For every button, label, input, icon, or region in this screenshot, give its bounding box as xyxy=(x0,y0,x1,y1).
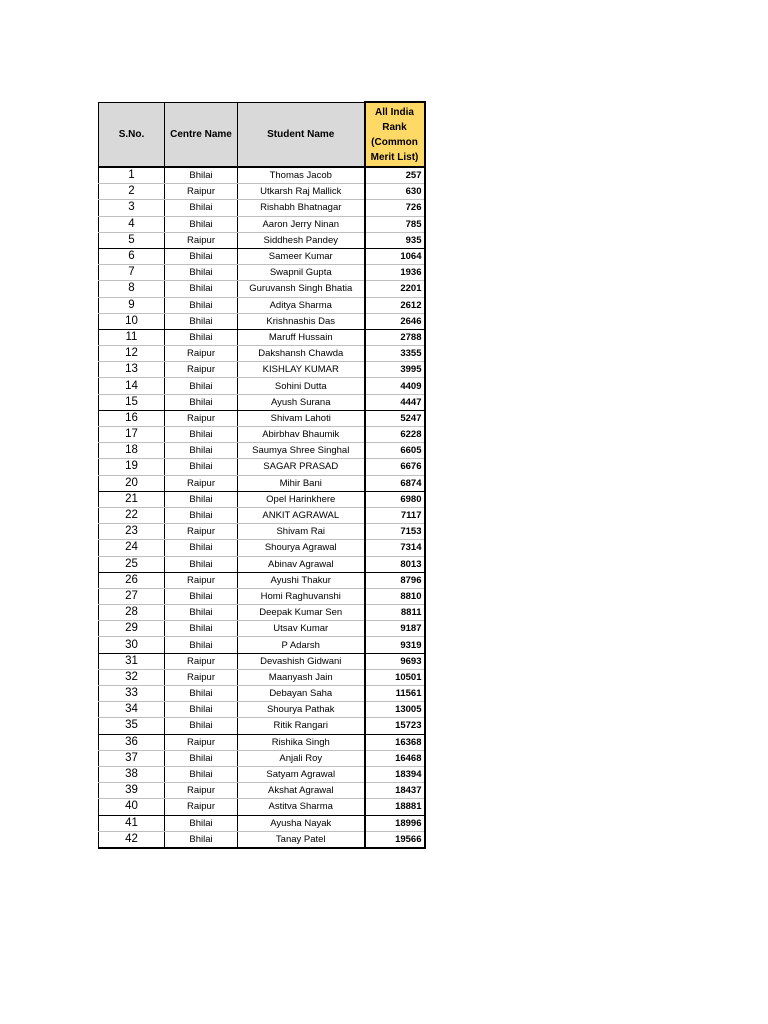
cell-sno: 14 xyxy=(99,378,165,394)
cell-student-name: Homi Raghuvanshi xyxy=(238,588,365,604)
cell-sno: 19 xyxy=(99,459,165,475)
header-row xyxy=(99,102,425,167)
cell-centre-name: Bhilai xyxy=(165,265,238,281)
cell-student-name: Deepak Kumar Sen xyxy=(238,605,365,621)
cell-all-india-rank: 6228 xyxy=(365,427,425,443)
cell-sno: 35 xyxy=(99,718,165,734)
cell-all-india-rank: 6676 xyxy=(365,459,425,475)
cell-all-india-rank: 7117 xyxy=(365,507,425,523)
cell-centre-name: Raipur xyxy=(165,799,238,815)
cell-centre-name: Raipur xyxy=(165,410,238,426)
cell-all-india-rank: 2646 xyxy=(365,313,425,329)
cell-sno: 15 xyxy=(99,394,165,410)
cell-student-name: Tanay Patel xyxy=(238,831,365,848)
cell-centre-name: Bhilai xyxy=(165,686,238,702)
cell-student-name: Debayan Saha xyxy=(238,686,365,702)
cell-all-india-rank: 6874 xyxy=(365,475,425,491)
cell-sno: 36 xyxy=(99,734,165,750)
cell-centre-name: Bhilai xyxy=(165,394,238,410)
cell-centre-name: Bhilai xyxy=(165,491,238,507)
cell-student-name: Siddhesh Pandey xyxy=(238,232,365,248)
cell-all-india-rank: 11561 xyxy=(365,686,425,702)
table-row xyxy=(99,507,425,523)
cell-all-india-rank: 2201 xyxy=(365,281,425,297)
cell-student-name: Maruff Hussain xyxy=(238,329,365,345)
cell-centre-name: Bhilai xyxy=(165,216,238,232)
cell-all-india-rank: 9693 xyxy=(365,653,425,669)
cell-all-india-rank: 785 xyxy=(365,216,425,232)
cell-sno: 29 xyxy=(99,621,165,637)
cell-all-india-rank: 8796 xyxy=(365,572,425,588)
table-row xyxy=(99,184,425,200)
cell-student-name: P Adarsh xyxy=(238,637,365,653)
cell-all-india-rank: 2612 xyxy=(365,297,425,313)
table-row xyxy=(99,621,425,637)
table-row xyxy=(99,459,425,475)
cell-sno: 18 xyxy=(99,443,165,459)
cell-sno: 32 xyxy=(99,669,165,685)
cell-sno: 20 xyxy=(99,475,165,491)
cell-student-name: Maanyash Jain xyxy=(238,669,365,685)
cell-all-india-rank: 10501 xyxy=(365,669,425,685)
header-sno: S.No. xyxy=(99,102,165,167)
cell-all-india-rank: 18996 xyxy=(365,815,425,831)
table-row xyxy=(99,346,425,362)
cell-sno: 40 xyxy=(99,799,165,815)
cell-student-name: SAGAR PRASAD xyxy=(238,459,365,475)
table-row xyxy=(99,783,425,799)
table-row xyxy=(99,572,425,588)
table-row xyxy=(99,491,425,507)
cell-student-name: Ayush Surana xyxy=(238,394,365,410)
cell-sno: 5 xyxy=(99,232,165,248)
cell-all-india-rank: 1936 xyxy=(365,265,425,281)
cell-centre-name: Raipur xyxy=(165,346,238,362)
cell-sno: 38 xyxy=(99,766,165,782)
cell-sno: 30 xyxy=(99,637,165,653)
cell-student-name: Abirbhav Bhaumik xyxy=(238,427,365,443)
cell-sno: 10 xyxy=(99,313,165,329)
table-row xyxy=(99,653,425,669)
cell-sno: 9 xyxy=(99,297,165,313)
table-row xyxy=(99,313,425,329)
cell-all-india-rank: 13005 xyxy=(365,702,425,718)
cell-student-name: Rishika Singh xyxy=(238,734,365,750)
cell-centre-name: Bhilai xyxy=(165,605,238,621)
table-row xyxy=(99,815,425,831)
table-row xyxy=(99,734,425,750)
cell-centre-name: Bhilai xyxy=(165,200,238,216)
cell-centre-name: Raipur xyxy=(165,232,238,248)
cell-sno: 39 xyxy=(99,783,165,799)
cell-all-india-rank: 257 xyxy=(365,167,425,184)
cell-student-name: Utkarsh Raj Mallick xyxy=(238,184,365,200)
cell-student-name: Guruvansh Singh Bhatia xyxy=(238,281,365,297)
table-row xyxy=(99,637,425,653)
table-row xyxy=(99,524,425,540)
cell-centre-name: Raipur xyxy=(165,669,238,685)
cell-all-india-rank: 7314 xyxy=(365,540,425,556)
cell-centre-name: Bhilai xyxy=(165,702,238,718)
cell-sno: 17 xyxy=(99,427,165,443)
cell-centre-name: Raipur xyxy=(165,524,238,540)
cell-student-name: Devashish Gidwani xyxy=(238,653,365,669)
cell-student-name: Akshat Agrawal xyxy=(238,783,365,799)
table-row xyxy=(99,216,425,232)
table-row xyxy=(99,410,425,426)
table-row xyxy=(99,200,425,216)
table-row xyxy=(99,669,425,685)
cell-centre-name: Bhilai xyxy=(165,540,238,556)
table-row xyxy=(99,766,425,782)
cell-sno: 42 xyxy=(99,831,165,848)
cell-all-india-rank: 9187 xyxy=(365,621,425,637)
table-row xyxy=(99,394,425,410)
cell-centre-name: Raipur xyxy=(165,475,238,491)
cell-centre-name: Raipur xyxy=(165,783,238,799)
header-student-name: Student Name xyxy=(238,102,365,167)
cell-sno: 6 xyxy=(99,248,165,264)
table-row xyxy=(99,265,425,281)
cell-sno: 1 xyxy=(99,167,165,184)
cell-all-india-rank: 3355 xyxy=(365,346,425,362)
cell-sno: 4 xyxy=(99,216,165,232)
cell-student-name: Anjali Roy xyxy=(238,750,365,766)
cell-student-name: Dakshansh Chawda xyxy=(238,346,365,362)
cell-all-india-rank: 3995 xyxy=(365,362,425,378)
cell-centre-name: Bhilai xyxy=(165,556,238,572)
cell-all-india-rank: 6980 xyxy=(365,491,425,507)
table-body xyxy=(99,167,425,848)
cell-sno: 3 xyxy=(99,200,165,216)
cell-student-name: Ritik Rangari xyxy=(238,718,365,734)
cell-all-india-rank: 630 xyxy=(365,184,425,200)
cell-student-name: Shivam Lahoti xyxy=(238,410,365,426)
table-row xyxy=(99,248,425,264)
table-row xyxy=(99,427,425,443)
cell-student-name: Astitva Sharma xyxy=(238,799,365,815)
cell-centre-name: Bhilai xyxy=(165,281,238,297)
cell-centre-name: Bhilai xyxy=(165,588,238,604)
table-row xyxy=(99,588,425,604)
cell-centre-name: Bhilai xyxy=(165,637,238,653)
cell-student-name: Mihir Bani xyxy=(238,475,365,491)
cell-sno: 26 xyxy=(99,572,165,588)
table-row xyxy=(99,362,425,378)
header-all-india-rank: All India Rank (Common Merit List) xyxy=(365,102,425,167)
cell-sno: 34 xyxy=(99,702,165,718)
cell-student-name: Ayushi Thakur xyxy=(238,572,365,588)
table-row xyxy=(99,281,425,297)
cell-centre-name: Bhilai xyxy=(165,459,238,475)
cell-student-name: Satyam Agrawal xyxy=(238,766,365,782)
cell-student-name: Thomas Jacob xyxy=(238,167,365,184)
cell-all-india-rank: 726 xyxy=(365,200,425,216)
table-row xyxy=(99,702,425,718)
cell-all-india-rank: 935 xyxy=(365,232,425,248)
cell-all-india-rank: 16468 xyxy=(365,750,425,766)
cell-student-name: Shivam Rai xyxy=(238,524,365,540)
table-row xyxy=(99,799,425,815)
cell-centre-name: Bhilai xyxy=(165,750,238,766)
cell-all-india-rank: 5247 xyxy=(365,410,425,426)
cell-centre-name: Bhilai xyxy=(165,815,238,831)
cell-sno: 23 xyxy=(99,524,165,540)
cell-all-india-rank: 18394 xyxy=(365,766,425,782)
table-row xyxy=(99,443,425,459)
cell-centre-name: Bhilai xyxy=(165,378,238,394)
table-row xyxy=(99,556,425,572)
cell-student-name: Opel Harinkhere xyxy=(238,491,365,507)
cell-centre-name: Bhilai xyxy=(165,167,238,184)
cell-centre-name: Raipur xyxy=(165,184,238,200)
cell-student-name: Swapnil Gupta xyxy=(238,265,365,281)
cell-all-india-rank: 19566 xyxy=(365,831,425,848)
cell-all-india-rank: 18437 xyxy=(365,783,425,799)
header-centre-name: Centre Name xyxy=(165,102,238,167)
cell-centre-name: Bhilai xyxy=(165,507,238,523)
cell-centre-name: Bhilai xyxy=(165,329,238,345)
cell-student-name: Abinav Agrawal xyxy=(238,556,365,572)
cell-all-india-rank: 18881 xyxy=(365,799,425,815)
cell-centre-name: Raipur xyxy=(165,362,238,378)
cell-centre-name: Bhilai xyxy=(165,248,238,264)
table-row xyxy=(99,540,425,556)
cell-sno: 21 xyxy=(99,491,165,507)
cell-student-name: Shourya Agrawal xyxy=(238,540,365,556)
cell-student-name: Krishnashis Das xyxy=(238,313,365,329)
cell-student-name: Ayusha Nayak xyxy=(238,815,365,831)
table-row xyxy=(99,167,425,184)
cell-student-name: Rishabh Bhatnagar xyxy=(238,200,365,216)
cell-centre-name: Raipur xyxy=(165,572,238,588)
cell-all-india-rank: 7153 xyxy=(365,524,425,540)
table-row xyxy=(99,750,425,766)
cell-sno: 31 xyxy=(99,653,165,669)
cell-all-india-rank: 1064 xyxy=(365,248,425,264)
cell-sno: 22 xyxy=(99,507,165,523)
cell-centre-name: Bhilai xyxy=(165,443,238,459)
cell-student-name: KISHLAY KUMAR xyxy=(238,362,365,378)
cell-all-india-rank: 6605 xyxy=(365,443,425,459)
cell-sno: 16 xyxy=(99,410,165,426)
cell-all-india-rank: 9319 xyxy=(365,637,425,653)
cell-student-name: Utsav Kumar xyxy=(238,621,365,637)
table-row xyxy=(99,297,425,313)
cell-all-india-rank: 8811 xyxy=(365,605,425,621)
cell-all-india-rank: 4409 xyxy=(365,378,425,394)
cell-sno: 28 xyxy=(99,605,165,621)
cell-sno: 7 xyxy=(99,265,165,281)
table-row xyxy=(99,475,425,491)
table-row xyxy=(99,605,425,621)
table-row xyxy=(99,232,425,248)
cell-centre-name: Raipur xyxy=(165,734,238,750)
cell-student-name: Aaron Jerry Ninan xyxy=(238,216,365,232)
cell-sno: 27 xyxy=(99,588,165,604)
cell-centre-name: Bhilai xyxy=(165,427,238,443)
table-row xyxy=(99,686,425,702)
cell-all-india-rank: 8013 xyxy=(365,556,425,572)
cell-sno: 11 xyxy=(99,329,165,345)
table-row xyxy=(99,831,425,848)
cell-sno: 2 xyxy=(99,184,165,200)
cell-sno: 8 xyxy=(99,281,165,297)
cell-sno: 13 xyxy=(99,362,165,378)
results-table xyxy=(98,101,426,849)
cell-centre-name: Bhilai xyxy=(165,766,238,782)
cell-all-india-rank: 15723 xyxy=(365,718,425,734)
cell-sno: 33 xyxy=(99,686,165,702)
cell-student-name: Sameer Kumar xyxy=(238,248,365,264)
table-header xyxy=(99,102,425,167)
cell-sno: 24 xyxy=(99,540,165,556)
cell-all-india-rank: 8810 xyxy=(365,588,425,604)
cell-student-name: Aditya Sharma xyxy=(238,297,365,313)
table-row xyxy=(99,378,425,394)
cell-sno: 12 xyxy=(99,346,165,362)
cell-student-name: Shourya Pathak xyxy=(238,702,365,718)
table-row xyxy=(99,718,425,734)
cell-sno: 41 xyxy=(99,815,165,831)
cell-sno: 37 xyxy=(99,750,165,766)
cell-sno: 25 xyxy=(99,556,165,572)
table-row xyxy=(99,329,425,345)
cell-centre-name: Bhilai xyxy=(165,718,238,734)
cell-student-name: Saumya Shree Singhal xyxy=(238,443,365,459)
cell-centre-name: Raipur xyxy=(165,653,238,669)
cell-student-name: Sohini Dutta xyxy=(238,378,365,394)
cell-all-india-rank: 2788 xyxy=(365,329,425,345)
cell-student-name: ANKIT AGRAWAL xyxy=(238,507,365,523)
cell-all-india-rank: 16368 xyxy=(365,734,425,750)
cell-centre-name: Bhilai xyxy=(165,313,238,329)
cell-centre-name: Bhilai xyxy=(165,621,238,637)
cell-all-india-rank: 4447 xyxy=(365,394,425,410)
cell-centre-name: Bhilai xyxy=(165,831,238,848)
cell-centre-name: Bhilai xyxy=(165,297,238,313)
